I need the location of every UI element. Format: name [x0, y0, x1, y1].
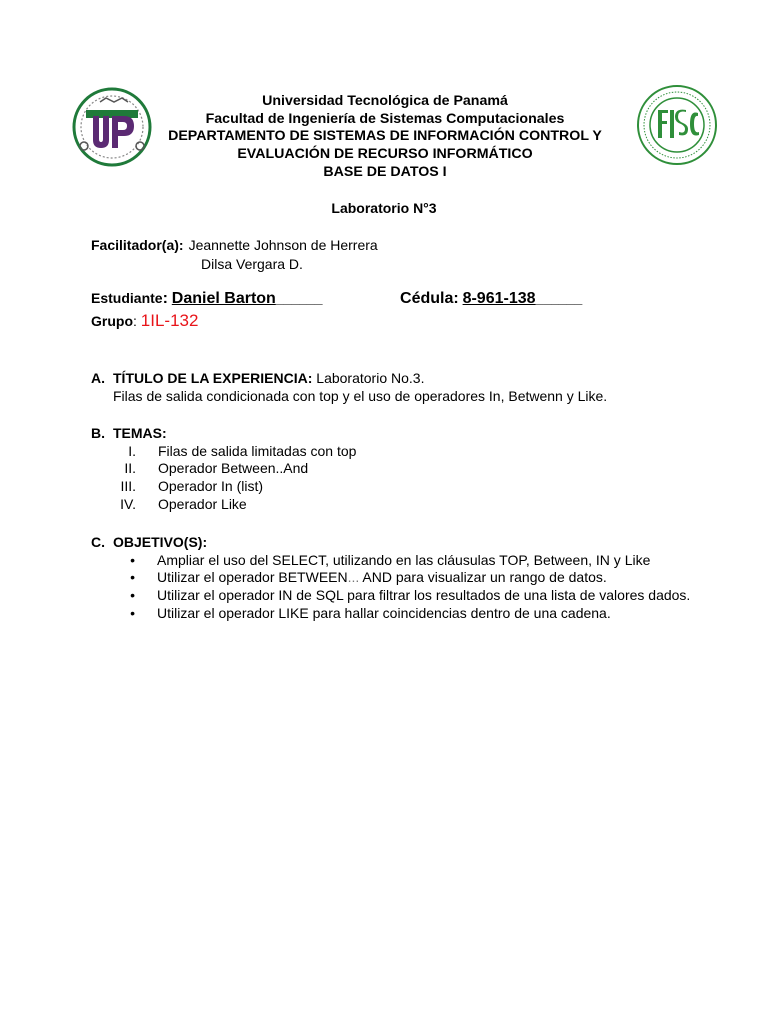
list-item	[91, 443, 691, 461]
section-a	[91, 370, 691, 405]
cedula-value: 8-961-138	[462, 290, 536, 307]
list-item	[91, 552, 691, 570]
student-blank: ______	[275, 290, 323, 306]
list-item-number: I.	[128, 442, 136, 459]
cedula-field	[400, 290, 582, 308]
objective-text: Utilizar el operador IN de SQL para filtrar los resultados de una lista de valores dados.	[157, 587, 691, 604]
list-item-number: II.	[124, 460, 136, 477]
section-a-value: Laboratorio No.3.	[316, 370, 425, 386]
list-item-text: Operador Between..And	[158, 460, 309, 477]
list-item-text: Operador In (list)	[158, 478, 264, 495]
objective-text-rest: AND para visualizar un rango de datos.	[359, 569, 607, 586]
objective-text: Utilizar el operador BETWEEN	[157, 569, 348, 586]
list-item	[91, 587, 691, 605]
list-item	[91, 460, 691, 478]
grupo-colon: :	[133, 313, 137, 329]
grupo-field	[91, 311, 198, 331]
facilitator-block	[91, 236, 378, 273]
objectives-list	[91, 552, 691, 623]
facilitator-name-1: Jeannette Johnson de Herrera	[188, 237, 378, 253]
facilitator-label: Facilitador(a):	[91, 237, 184, 253]
department-line-2: EVALUACIÓN DE RECURSO INFORMÁTICO	[237, 146, 533, 163]
list-item	[91, 496, 691, 514]
student-colon: :	[162, 290, 168, 307]
list-item	[91, 569, 691, 587]
bullet-icon: •	[130, 587, 135, 604]
section-b-heading: TEMAS:	[113, 425, 167, 441]
list-item	[91, 478, 691, 496]
bullet-icon: •	[130, 569, 135, 586]
objective-text: Ampliar el uso del SELECT, utilizando en las cláusulas TOP, Between, IN y Like	[157, 551, 651, 568]
grupo-label: Grupo	[91, 313, 133, 329]
section-c-heading: OBJETIVO(S):	[113, 534, 208, 550]
facilitator-name-2: Dilsa Vergara D.	[201, 255, 303, 272]
bullet-icon: •	[130, 604, 135, 621]
cedula-label: édula:	[411, 290, 459, 307]
department-line-1: DEPARTAMENTO DE SISTEMAS DE INFORMACIÓN CONTROL Y	[168, 128, 602, 145]
list-item-number: III.	[120, 478, 136, 495]
section-b-letter: B.	[91, 425, 105, 441]
document-header	[140, 93, 630, 182]
section-c	[91, 534, 691, 623]
course-name: BASE DE DATOS I	[323, 163, 447, 180]
lab-title: Laboratorio N°3	[331, 200, 437, 216]
list-item	[91, 605, 691, 623]
section-a-subtitle: Filas de salida condicionada con top y el uso de operadores In, Betwenn y Like.	[113, 387, 608, 404]
grupo-value: 1IL-132	[140, 311, 199, 330]
cedula-blank: ______	[535, 290, 583, 306]
faculty-name: Facultad de Ingeniería de Sistemas Computacionales	[205, 110, 565, 127]
bullet-icon: •	[130, 551, 135, 568]
objective-text: Utilizar el operador LIKE para hallar coincidencias dentro de una cadena.	[157, 604, 611, 621]
cedula-label-initial: C	[400, 290, 412, 307]
university-name: Universidad Tecnológica de Panamá	[262, 93, 508, 109]
objective-ellipsis: ...	[347, 569, 360, 586]
student-name: Daniel Barton	[171, 290, 276, 307]
section-c-letter: C.	[91, 534, 105, 550]
list-item-number: IV.	[120, 495, 136, 512]
list-item-text: Operador Like	[158, 495, 247, 512]
fisc-logo	[636, 84, 718, 166]
section-a-letter: A.	[91, 370, 105, 386]
section-b	[91, 425, 691, 514]
student-label: Estudiante	[91, 290, 163, 306]
list-item-text: Filas de salida limitadas con top	[158, 442, 357, 459]
section-a-heading: TÍTULO DE LA EXPERIENCIA:	[113, 370, 313, 386]
student-field	[91, 290, 323, 308]
